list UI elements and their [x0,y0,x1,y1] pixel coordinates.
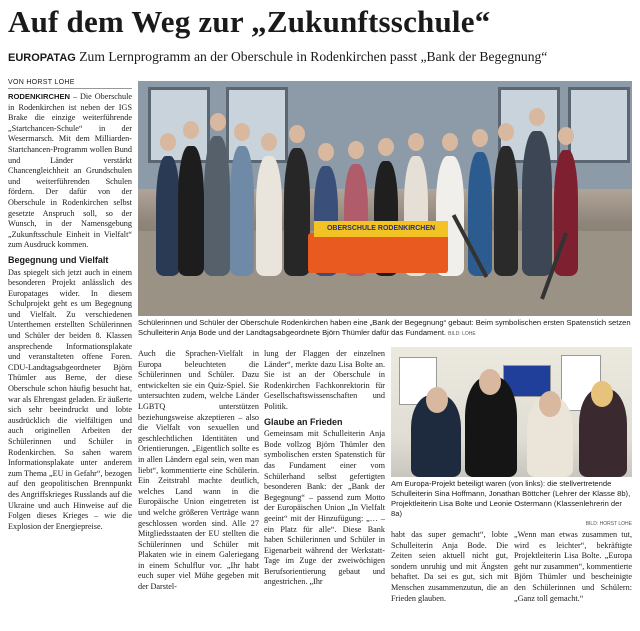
window [568,87,630,163]
person [522,131,552,276]
col4-paragraph: habt das super gemacht“, lobte Schulleiterin Anja Bode. Die Zeiten seien aktuell nicht gut, sondern unruhig und mit Ängsten behaftet. Da sei es gut, sich mit Menschen zusammenzutun, die an Frieden glauben. [391,530,508,603]
head [498,123,514,141]
head [261,133,277,151]
caption-1-text: Schülerinnen und Schüler der Oberschule Rodenkirchen haben eine „Bank der Begegnung“ gebaut: Beim symbolischen ersten Spatenstich setzen Schulleiterin Anja Bode und der Landtagsabgeordnete Björn Thümler dafür das Fundament. [138,318,631,337]
text-column-2 [138,349,259,593]
bench-of-encounter [308,233,448,273]
col5-paragraph: „Wenn man etwas zusammen tut, wird es leichter“, bekräftigte Projektleiterin Lisa Bolte. „Europa geht nur zusammen“, kommentierte Björn Thümler und bescheinigte den Schülerinnen und Schülern: „Ganz toll gemacht.“ [514,530,632,603]
person [156,156,180,276]
person [230,146,254,276]
byline: VON HORST LOHE [8,79,75,86]
dateline: RODENKIRCHEN [8,92,71,101]
lead-paragraph [8,92,132,251]
head [472,129,488,147]
head [160,133,176,151]
head [442,133,458,151]
caption-2-credit: BILD: HORST LOHE [585,521,632,527]
head [234,123,250,141]
person [178,146,204,276]
kicker: EUROPATAG [8,52,76,64]
head [318,143,334,161]
bench-backrest-lettering: OBERSCHULE RODENKIRCHEN [314,221,448,237]
head [289,125,305,143]
article-subline [8,49,632,65]
head [183,121,199,139]
group-photo [138,81,632,316]
person [204,136,230,276]
subline-text: Zum Lernprogramm an der Oberschule in Rodenkirchen passt „Bank der Begegnung“ [79,49,548,64]
head [378,138,394,156]
head [348,141,364,159]
head [210,113,226,131]
window [148,87,210,163]
lead-text: – Die Oberschule in Rodenkirchen ist neben der IGS Brake die einzige weiterführende „Startchancen-Schule“ in der Wesermarsch. Mit dem Milliarden-Startchancen-Programm wollen Bund und Länder verstärkt Chancengleichheit an Grundschulen und weiterführenden Schulen fördern. Der dafür von der Oberschule in Rodenkirchen selbst gesetzte Anspruch soll, so der Wunsch, in der Namensgebung „Zukunftsschule Einheit in Vielfalt“ zum Ausdruck kommen. [8,92,132,250]
text-column-3 [264,349,385,588]
text-column-1 [8,92,132,532]
col3-paragraph-b: Gemeinsam mit Schulleiterin Anja Bode vollzog Björn Thümler den symbolischen ersten Spatenstich für das Fundament einer vom Schülerhand selbst gefertigten besonderen Bank: der „Bank der Begegnung“ – passend zum Motto der Europäischen Union „In Vielfalt geeint“ mit der Hinzufügung: „… – ein Platz für alle“. Diese Bank haben Schülerinnen und Schüler in Eigenarbeit während der Werkstatt-Tage im Zuge der zweiwöchigen Berufsorientierung gebaut und angestrichen. „Ihr [264,429,385,587]
head [529,108,545,126]
head [408,133,424,151]
team-photo [391,347,632,477]
col1-paragraph: Das spiegelt sich jetzt auch in einem besonderen Projekt anlässlich des Europatages wider. In diesem Schulprojekt geht es um Begegnung und Vielfalt. Zu verschiedenen Unterthemen erstellten Schülerinnen und Schüler der beiden 8. Klassen ansprechende Informationsplakate und veranstalteten offene Foren. CDU-Landtagsabgeordneter Björn Thümler aus Berne, der diese Oberschule schon häufig besucht hat, war als Ehrengast geladen. Er äußerte sich sehr beeindruckt und lobte ausdrücklich die vielfältigen und auch originellen Arbeiten der Schülerinnen und Schüler in Rodenkirchen. So sahen warem Informationsplakate unter anderem zum Thema „EU in Gefahr“, bezogen auf den geopolitischen Brennpunkt des Angriffskrieges Russlands auf die Ukraine und auch Hinweise auf die Folgen dieses Krieges – wie die Explosion der Energiepreise. [8,267,132,531]
person [494,146,518,276]
article-headline: Auf dem Weg zur „Zukunftsschule“ [8,4,491,39]
head [479,369,501,395]
head [426,387,448,413]
subhead-begegnung: Begegnung und Vielfalt [8,254,109,265]
caption-2-text: Am Europa-Projekt beteiligt waren (von links): die stellvertretende Schulleiterin Sina Hoffmann, Jonathan Böttcher (Lehrer der Klasse 8b), Projektleiterin Lisa Bolte und Leonie Ostermann (Klassenlehrerin der 8a) [391,479,631,518]
caption-1-credit: BILD: LOHE [448,331,476,337]
text-column-5 [514,530,632,604]
subhead-frieden: Glaube an Frieden [264,416,343,427]
photo-caption-1 [138,318,632,339]
head [591,381,613,407]
photo-caption-2 [391,479,632,529]
col2-paragraph: Auch die Sprachen-Vielfalt in Europa beleuchteten die Schülerinnen und Schüler. Dazu entwickelten sie ein Quiz-Spiel. Sie untersuchten zudem, welche Länder LGBTQ unterstützen beziehungsweise akzeptieren – also die Vielfalt von sexuellen und geschlechtlichen Identitäten und Orientierungen. „Eigentlich sollte es in allen Ländern egal sein, wen man liebt“, kommentierte eine Schülerin. Ein Zeitstrahl machte deutlich, welches Land wann in die Europäische Union eingetreten ist und welche größeren Verträge wann geschlossen worden sind. Alle 27 Mitgliedsstaaten der EU stellten die Schülerinnen und Schüler mit Plakaten wie in einem Galeriegang in einem Schulflur vor. „Ihr habt euch super viel Mühe gegeben mit der Darstel- [138,349,259,592]
person [468,152,492,276]
person [256,156,282,276]
person [284,148,310,276]
text-column-4 [391,530,508,604]
byline-rule [8,88,132,89]
head [539,391,561,417]
col3-paragraph-a: lung der Flaggen der einzelnen Länder“, merkte dazu Lisa Bolte an. Sie ist an der Oberschule in Rodenkirchen Fachkonrektorin für Gesellschaftswissenschaften und Politik. [264,349,385,411]
head [558,127,574,145]
